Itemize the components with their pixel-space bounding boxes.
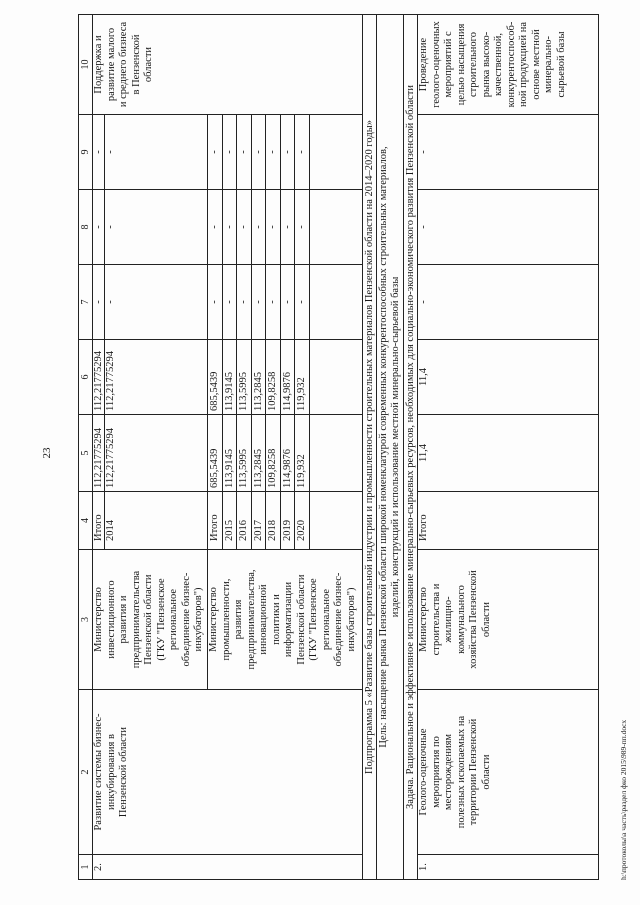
- funding-period-cell: 2016: [236, 491, 252, 550]
- column-number-7: 7: [78, 264, 93, 340]
- funding-col7-cell: -: [265, 264, 281, 340]
- funding-col9-cell: -: [294, 114, 310, 190]
- funding-col8-cell: -: [280, 189, 296, 265]
- funding-total-cell: 114,9876: [280, 414, 296, 492]
- funding-col8-cell: -: [104, 189, 208, 265]
- funding-col7-cell: -: [92, 264, 105, 340]
- funding-total-cell: 119,932: [294, 414, 310, 492]
- row-1-expected-result: Проведение геолого-оценочных мероприятий с целью насыщения строительного рынка высоко- качественной, конкурентоспособ- ной продукцией на основе местной минерально- сырьевой базы: [417, 14, 599, 115]
- row-1-col7: -: [417, 264, 599, 340]
- row-1-col9: -: [417, 114, 599, 190]
- funding-period-cell: 2014: [104, 491, 208, 550]
- funding-total-cell: 113,5995: [236, 414, 252, 492]
- empty-cell: [309, 339, 364, 415]
- funding-total-cell: 109,8258: [265, 414, 281, 492]
- funding-budget-cell: 114,9876: [280, 339, 296, 415]
- funding-period-cell: 2018: [265, 491, 281, 550]
- empty-cell: [309, 491, 364, 550]
- funding-period-cell: 2017: [251, 491, 267, 550]
- funding-budget-cell: 113,2845: [251, 339, 267, 415]
- funding-total-cell: 113,9145: [222, 414, 238, 492]
- funding-budget-cell: 685,5439: [207, 339, 223, 415]
- column-number-4: 4: [78, 491, 93, 550]
- empty-cell: [309, 114, 364, 190]
- funding-col7-cell: -: [207, 264, 223, 340]
- funding-budget-cell: 113,9145: [222, 339, 238, 415]
- row-1-total: 11,4: [417, 414, 599, 492]
- funding-col8-cell: -: [294, 189, 310, 265]
- funding-budget-cell: 119,932: [294, 339, 310, 415]
- funding-total-cell: 685,5439: [207, 414, 223, 492]
- funding-col8-cell: -: [265, 189, 281, 265]
- empty-cell: [309, 264, 364, 340]
- funding-period-cell: 2015: [222, 491, 238, 550]
- funding-col7-cell: -: [236, 264, 252, 340]
- funding-col9-cell: -: [280, 114, 296, 190]
- funding-col9-cell: -: [222, 114, 238, 190]
- row-1-col8: -: [417, 189, 599, 265]
- column-number-8: 8: [78, 189, 93, 265]
- row-1-number: 1.: [417, 854, 599, 880]
- column-number-6: 6: [78, 339, 93, 415]
- funding-col7-cell: -: [280, 264, 296, 340]
- column-number-10: 10: [78, 14, 93, 115]
- file-path-footer: h:\протоколы\а часть\раздел фко 2015\989-пп.docx: [619, 719, 628, 880]
- subprogram-task: Задача. Рациональное и эффективное использование минерально-сырьевых ресурсов, необходимых для социально-экономического развития Пензенской области: [403, 14, 418, 880]
- empty-cell: [309, 189, 364, 265]
- funding-total-cell: 112,21775294: [104, 414, 208, 492]
- funding-period-cell: Итого: [92, 491, 105, 550]
- funding-col8-cell: -: [207, 189, 223, 265]
- row-2-number: 2.: [92, 854, 363, 880]
- column-number-9: 9: [78, 114, 93, 190]
- row-1-activity: Геолого-оценочные мероприятия по месторождениям полезных ископаемых на территории Пензенской области: [417, 689, 599, 855]
- row-1-budget: 11,4: [417, 339, 599, 415]
- funding-total-cell: 112,21775294: [92, 414, 105, 492]
- funding-col8-cell: -: [236, 189, 252, 265]
- funding-budget-cell: 112,21775294: [92, 339, 105, 415]
- funding-col9-cell: -: [104, 114, 208, 190]
- funding-budget-cell: 113,5995: [236, 339, 252, 415]
- column-number-1: 1: [78, 854, 93, 880]
- funding-budget-cell: 109,8258: [265, 339, 281, 415]
- row-1-period: Итого: [417, 491, 599, 550]
- funding-col7-cell: -: [222, 264, 238, 340]
- row-2-expected-result: Поддержка и развитие малого и среднего бизнеса в Пензенской области: [92, 14, 363, 115]
- funding-total-cell: 113,2845: [251, 414, 267, 492]
- funding-col9-cell: -: [265, 114, 281, 190]
- column-number-3: 3: [78, 549, 93, 690]
- row-2-executor-2014: Министерство инвестиционного развития и предпринимательства Пензенской области (ГКУ "Пензенское региональное объединение бизнес- инкубаторов"): [92, 549, 208, 690]
- subprogram-title: Подпрограмма 5 «Развитие базы строительной индустрии и промышленности строительных материалов Пензенской области на 2014–2020 годы»: [362, 14, 377, 880]
- funding-col8-cell: -: [251, 189, 267, 265]
- funding-col8-cell: -: [222, 189, 238, 265]
- column-number-5: 5: [78, 414, 93, 492]
- page-number: 23: [41, 447, 53, 459]
- row-2-executor-2015-2020: Министерство промышленности, развития предпринимательства, инновационной политики и информатизации Пензенской области (ГКУ "Пензенское региональное объединение бизнес- инкубаторов"): [207, 549, 363, 690]
- row-2-activity: Развитие системы бизнес- инкубирования в Пензенской области: [92, 689, 363, 855]
- funding-col7-cell: -: [251, 264, 267, 340]
- funding-col7-cell: -: [294, 264, 310, 340]
- funding-col9-cell: -: [92, 114, 105, 190]
- funding-budget-cell: 112,21775294: [104, 339, 208, 415]
- empty-cell: [309, 414, 364, 492]
- subprogram-goal: Цель: насыщение рынка Пензенской области широкой номенклатурой современных конкурентоспособных строительных материалов, изделий, конструкций и использование местной минерально-сырьевой базы: [376, 14, 404, 880]
- funding-col9-cell: -: [236, 114, 252, 190]
- funding-period-cell: 2020: [294, 491, 310, 550]
- funding-col9-cell: -: [251, 114, 267, 190]
- funding-period-cell: Итого: [207, 491, 223, 550]
- funding-col8-cell: -: [92, 189, 105, 265]
- funding-col7-cell: -: [104, 264, 208, 340]
- funding-col9-cell: -: [207, 114, 223, 190]
- row-1-executor: Министерство строительства и жилищно- коммунального хозяйства Пензенской области: [417, 549, 599, 690]
- funding-period-cell: 2019: [280, 491, 296, 550]
- column-number-2: 2: [78, 689, 93, 855]
